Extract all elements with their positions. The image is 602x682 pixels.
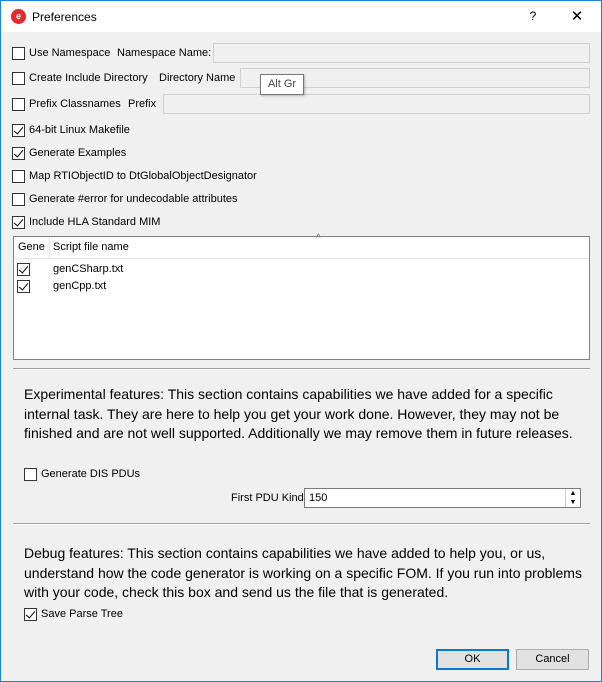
save-parse-tree-option[interactable] [24,605,123,623]
debug-description: Debug features: This section contains capabilities we have added to help you, or us, understand how the code generator is working on a specific FOM. If you run into problems with your code, check this box and send us the file that is generated. [24,545,582,600]
table-row[interactable] [14,261,589,278]
first-pdu-kind-label: First PDU Kind [231,492,304,504]
generate-examples-checkbox[interactable] [12,147,25,160]
save-parse-tree-checkbox[interactable] [24,608,37,621]
alt-gr-tooltip: Alt Gr [260,74,304,95]
save-parse-tree-label: Save Parse Tree [41,608,123,620]
map-rti-object-id-option[interactable] [12,167,257,185]
linux-makefile-checkbox[interactable] [12,124,25,137]
title-bar [1,1,601,32]
include-hla-mim-checkbox[interactable] [12,216,25,229]
generate-examples-label: Generate Examples [29,147,127,159]
help-button[interactable]: ? [529,9,537,23]
generate-error-checkbox[interactable] [12,193,25,206]
prefix-classnames-checkbox[interactable] [12,98,25,111]
use-namespace-option[interactable] [12,44,110,62]
separator [13,368,590,370]
include-hla-mim-option[interactable] [12,213,160,231]
create-include-directory-label: Create Include Directory [29,72,148,84]
experimental-description: Experimental features: This section contains capabilities we have added for a specific internal task. They are here to help you get your work done. However, they may not be finished and are not well supported. Additionally we may remove them in future releases. [24,386,573,441]
scripts-table[interactable] [13,233,590,360]
app-logo-icon: e [11,9,26,24]
create-include-directory-checkbox[interactable] [12,72,25,85]
spin-buttons [565,489,580,507]
spin-up-arrow-icon[interactable]: ▲ [569,490,577,497]
namespace-name-input[interactable] [213,43,590,63]
column-header-generate[interactable]: Gene [18,241,45,253]
use-namespace-checkbox[interactable] [12,47,25,60]
table-row[interactable] [14,278,589,295]
prefix-classnames-label: Prefix Classnames [29,98,121,110]
first-pdu-kind-spinbox[interactable] [304,488,581,508]
directory-name-label: Directory Name [159,72,236,84]
generate-examples-option[interactable] [12,144,126,162]
prefix-label: Prefix [128,98,157,110]
window-title: Preferences [32,10,97,24]
namespace-name-label: Namespace Name: [117,47,212,59]
ok-button[interactable]: OK [436,649,509,670]
prefix-input[interactable] [163,94,590,114]
prefix-classnames-option[interactable] [12,95,121,113]
separator [13,523,590,525]
generate-dis-pdus-checkbox[interactable] [24,468,37,481]
first-pdu-kind-value[interactable]: 150 [309,492,328,504]
use-namespace-label: Use Namespace [29,47,111,59]
script-file-name: genCSharp.txt [53,263,124,275]
row-generate-checkbox[interactable] [17,280,30,293]
linux-makefile-label: 64-bit Linux Makefile [29,124,130,136]
sort-caret-icon: ^ [316,233,321,244]
spin-down-arrow-icon[interactable]: ▼ [569,499,577,506]
column-divider[interactable] [49,237,50,259]
generate-dis-pdus-option[interactable] [24,465,140,483]
include-hla-mim-label: Include HLA Standard MIM [29,216,161,228]
column-header-script-file-name[interactable]: Script file name [53,241,129,253]
generate-error-option[interactable] [12,190,238,208]
close-button[interactable]: ✕ [570,8,584,25]
row-generate-checkbox[interactable] [17,263,30,276]
table-header [14,233,589,259]
map-rti-object-id-label: Map RTIObjectID to DtGlobalObjectDesignator [29,170,257,182]
create-include-directory-option[interactable] [12,69,148,87]
script-file-name: genCpp.txt [53,280,107,292]
map-rti-object-id-checkbox[interactable] [12,170,25,183]
generate-dis-pdus-label: Generate DIS PDUs [41,468,141,480]
cancel-button[interactable]: Cancel [516,649,589,670]
linux-makefile-option[interactable] [12,121,130,139]
generate-error-label: Generate #error for undecodable attributes [29,193,238,205]
